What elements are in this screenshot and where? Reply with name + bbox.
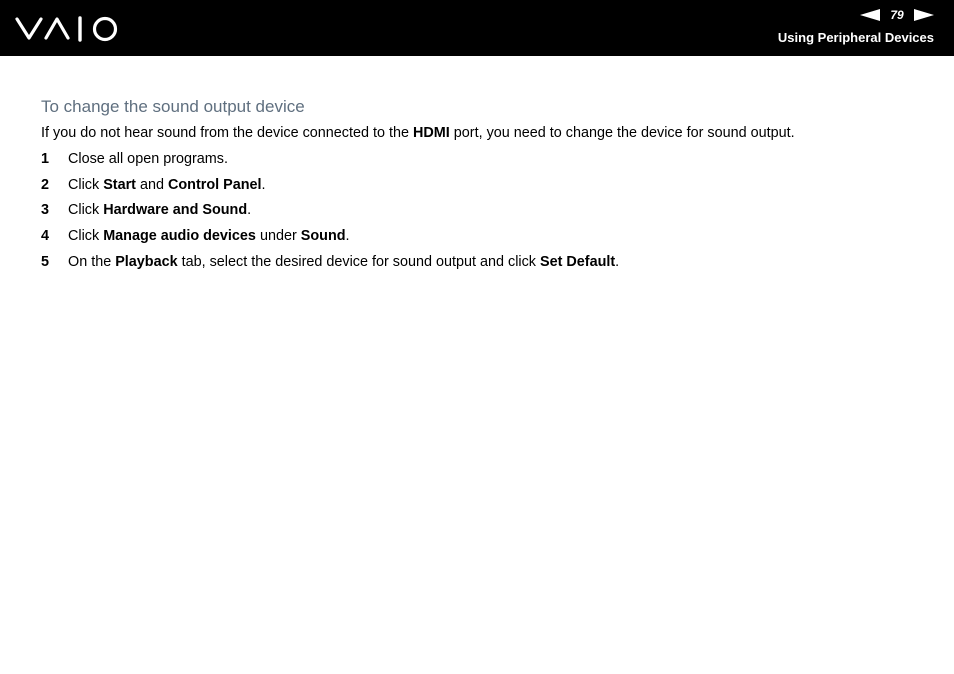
step-text <box>68 226 350 246</box>
step-text-part: . <box>615 253 620 270</box>
page-header <box>0 0 954 56</box>
step-ui-term: Sound <box>300 228 346 245</box>
procedure-heading: To change the sound output device <box>41 97 305 116</box>
step-number: 3 <box>41 202 50 219</box>
step-item <box>41 252 931 272</box>
step-ui-term: Playback <box>115 253 178 270</box>
step-item <box>41 226 931 246</box>
step-text-part: Click <box>68 176 104 193</box>
page-content <box>41 95 931 277</box>
step-ui-term: Control Panel <box>168 176 262 193</box>
step-ui-term: Set Default <box>540 253 616 270</box>
step-ui-term: Start <box>103 176 136 193</box>
step-item <box>41 200 931 220</box>
step-text <box>68 149 228 169</box>
step-ui-term: Hardware and Sound <box>103 202 248 219</box>
step-text-part: . <box>345 228 350 245</box>
step-text-part: On the <box>68 253 116 270</box>
step-number: 4 <box>41 228 50 245</box>
previous-page-icon[interactable] <box>860 9 880 21</box>
step-text-part: Close all open programs. <box>68 151 228 167</box>
step-text <box>68 175 266 195</box>
next-page-icon[interactable] <box>914 9 934 21</box>
page-navigation <box>860 7 934 23</box>
step-text-part: and <box>135 176 168 193</box>
step-item <box>41 175 931 195</box>
step-text-part: Click <box>68 202 104 219</box>
step-number: 5 <box>41 253 50 270</box>
step-number: 2 <box>41 176 50 193</box>
step-text-part: Click <box>68 228 104 245</box>
step-text-part: . <box>247 202 252 219</box>
intro-hdmi-text: HDMI <box>413 125 450 141</box>
step-ui-term: Manage audio devices <box>103 228 256 245</box>
section-title: Using Peripheral Devices <box>777 30 934 45</box>
step-text <box>68 200 251 220</box>
step-text-part: under <box>255 228 301 245</box>
intro-paragraph <box>41 123 931 143</box>
page-number: 79 <box>890 8 904 22</box>
step-item <box>41 149 931 169</box>
intro-text-end: port, you need to change the device for sound output. <box>449 125 795 141</box>
step-text-part: . <box>261 176 266 193</box>
step-text-part: tab, select the desired device for sound output and click <box>177 253 540 270</box>
step-list <box>41 149 931 272</box>
intro-text: If you do not hear sound from the device connected to the <box>41 125 413 141</box>
step-number: 1 <box>41 151 50 167</box>
step-text <box>68 252 619 272</box>
vaio-logo <box>14 16 122 42</box>
